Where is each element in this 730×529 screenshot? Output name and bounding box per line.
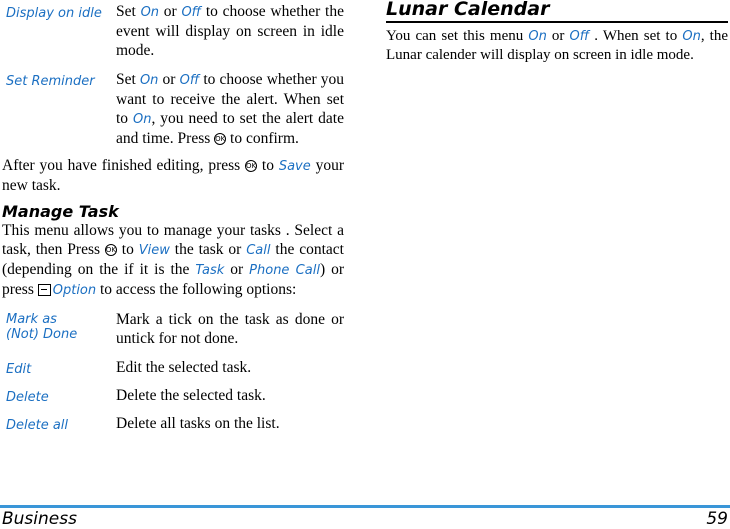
kw-view: View: [138, 243, 170, 258]
term-display-on-idle: Display on idle: [6, 6, 102, 21]
kw-on: On: [140, 5, 160, 20]
desc: Delete all tasks on the list.: [116, 415, 280, 432]
term-delete-all: Delete all: [6, 418, 69, 433]
text: or: [224, 261, 250, 278]
footer-divider: [0, 505, 730, 508]
desc: Edit the selected task.: [116, 359, 252, 376]
text: ) or press: [2, 261, 344, 298]
table-row: [2, 0, 344, 60]
text: This menu allows you to manage your tasks . Select a task, then Press: [2, 222, 344, 258]
kw-call: Call: [246, 243, 271, 258]
kw-on: On: [682, 29, 701, 44]
text: After you have finished editing, press: [2, 157, 246, 174]
table-row: [2, 378, 344, 406]
text: . When set to: [589, 28, 683, 44]
kw-on: On: [139, 73, 159, 88]
ok-key-icon: OK: [215, 135, 226, 144]
text: or: [546, 28, 570, 44]
options-table: [2, 310, 344, 434]
kw-phone-call: Phone Call: [249, 263, 320, 278]
text: You can set this menu: [386, 28, 529, 44]
right-column: [386, 0, 728, 65]
text: to: [116, 241, 139, 258]
heading-rule: [386, 21, 728, 23]
option-key-icon: [38, 284, 51, 296]
kw-option: Option: [52, 283, 97, 298]
manage-task-heading: Manage Task: [2, 202, 119, 221]
footer-section: Business: [2, 509, 77, 529]
lunar-calendar-paragraph: [386, 27, 728, 65]
text: or: [158, 71, 180, 88]
kw-on: On: [133, 112, 152, 127]
after-edit-paragraph: [2, 156, 344, 195]
text: , the Lunar calender will display on screen in idle mode.: [386, 28, 729, 63]
text: to: [257, 157, 279, 174]
lunar-calendar-heading: Lunar Calendar: [386, 0, 550, 20]
kw-save: Save: [278, 159, 311, 174]
text: Set: [116, 3, 141, 20]
kw-off: Off: [179, 73, 200, 88]
term-set-reminder: Set Reminder: [6, 74, 95, 89]
kw-task: Task: [195, 263, 225, 278]
table-row: [2, 348, 344, 378]
manage-task-paragraph: [2, 221, 344, 300]
text: or: [159, 3, 182, 20]
ok-key-icon: OK: [246, 162, 257, 171]
page-number: 59: [706, 509, 728, 529]
term-delete: Delete: [6, 390, 49, 405]
text: to confirm.: [226, 130, 299, 147]
table-row: [2, 60, 344, 148]
settings-table: [2, 0, 344, 148]
term-edit: Edit: [6, 362, 32, 377]
text: Set: [116, 71, 140, 88]
text: to access the following options:: [96, 281, 297, 298]
left-column: [2, 0, 344, 434]
table-row: [2, 310, 344, 348]
desc: Mark a tick on the task as done or untick for not done.: [116, 311, 344, 347]
term-mark-as-done: Mark as (Not) Done: [6, 312, 78, 342]
text: the contact (depending on the if it is the: [2, 241, 344, 278]
kw-on: On: [528, 29, 547, 44]
kw-off: Off: [181, 5, 202, 20]
text: to choose whether the event will display on screen in idle mode.: [116, 3, 344, 59]
desc: Delete the selected task.: [116, 387, 266, 404]
text: , you need to set the alert date and time. Press: [116, 110, 344, 147]
text: the task or: [169, 241, 247, 258]
table-row: [2, 406, 344, 434]
text: to choose whether you want to receive the alert. When set to: [116, 71, 344, 127]
ok-key-icon: OK: [105, 246, 117, 255]
text: your new task.: [2, 157, 344, 194]
kw-off: Off: [569, 29, 590, 44]
